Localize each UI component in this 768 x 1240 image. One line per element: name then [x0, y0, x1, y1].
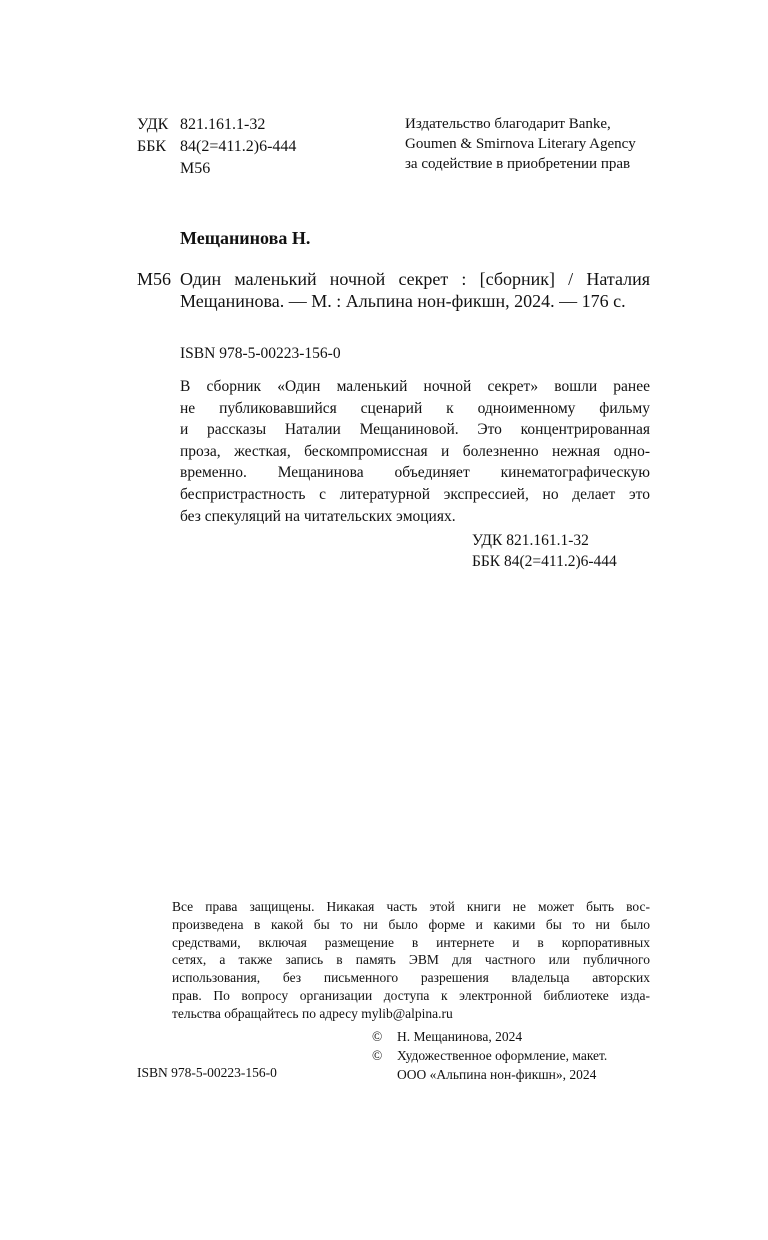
annotation-line: проза, жесткая, бескомпромиссная и болезненно нежная одно- — [180, 442, 650, 460]
copyright-row — [372, 1046, 607, 1065]
thanks-line: Издательство благодарит Banke, — [405, 116, 611, 132]
isbn: ISBN 978-5-00223-156-0 — [180, 345, 341, 362]
annotation — [180, 376, 650, 527]
annotation-line: временно. Мещанинова объединяет кинематографическую — [180, 464, 650, 482]
copyright-design: Художественное оформление, макет. — [397, 1048, 608, 1063]
bbk-row — [137, 136, 296, 158]
copyright-row — [372, 1027, 607, 1046]
annotation-line: не публиковавшийся сценарий к одноименному фильму — [180, 399, 650, 417]
copyright-icon: © — [372, 1048, 383, 1063]
rights-line: Все права защищены. Никакая часть этой книги не может быть вос- — [172, 899, 650, 914]
rights-line: сетях, а также запись в память ЭВМ для частного или публичного — [172, 952, 650, 968]
copyright-author: Н. Мещанинова, 2024 — [397, 1029, 523, 1044]
rights-line: использования, без письменного разрешения владельца авторских — [172, 970, 650, 986]
copyright-icon: © — [372, 1029, 383, 1044]
author-sign-row — [137, 158, 296, 180]
annotation-line: и рассказы Наталии Мещаниновой. Это концентрированная — [180, 421, 650, 439]
rights-line: средствами, включая размещение в интернете и в корпоративных — [172, 934, 650, 950]
classification-codes-right — [472, 530, 617, 572]
rights-line: прав. По вопросу организации доступа к электронной библиотеке изда- — [172, 987, 650, 1003]
classification-codes — [137, 114, 296, 180]
rights-notice — [172, 898, 650, 1023]
publisher-thanks — [405, 114, 665, 174]
bbk-value: 84(2=411.2)6-444 — [180, 138, 297, 155]
bibliographic-description: Один маленький ночной секрет : [сборник] / Наталия Мещанинова. — М. : Альпина нон-фикшн, 2024. — 176 с. — [180, 269, 650, 311]
annotation-line: беспристрастность с литературной экспрессией, но делает это — [180, 485, 650, 503]
annotation-line: В сборник «Один маленький ночной секрет» вошли ранее — [180, 378, 650, 395]
udk-label: УДК — [137, 116, 169, 133]
bbk-code: ББК 84(2=411.2)6-444 — [472, 553, 617, 570]
thanks-line: Goumen & Smirnova Literary Agency — [405, 136, 636, 152]
rights-line: произведена в какой бы то ни было форме и какими бы то ни было — [172, 916, 650, 932]
entry-sign: М56 — [137, 269, 172, 289]
udk-row — [137, 114, 296, 136]
rights-line: тельства обращайтесь по адресу mylib@alpina.ru — [172, 1005, 453, 1021]
udk-value: 821.161.1-32 — [180, 116, 266, 133]
author-sign: М56 — [180, 160, 211, 177]
copyright-block — [372, 1027, 607, 1084]
annotation-line: без спекуляций на читательских эмоциях. — [180, 507, 456, 525]
copyright-publisher: ООО «Альпина нон-фикшн», 2024 — [397, 1067, 597, 1082]
author-heading: Мещанинова Н. — [180, 228, 311, 248]
udk-code: УДК 821.161.1-32 — [472, 532, 589, 549]
bbk-label: ББК — [137, 138, 167, 155]
thanks-line: за содействие в приобретении прав — [405, 156, 631, 172]
isbn-bottom: ISBN 978-5-00223-156-0 — [137, 1065, 277, 1080]
